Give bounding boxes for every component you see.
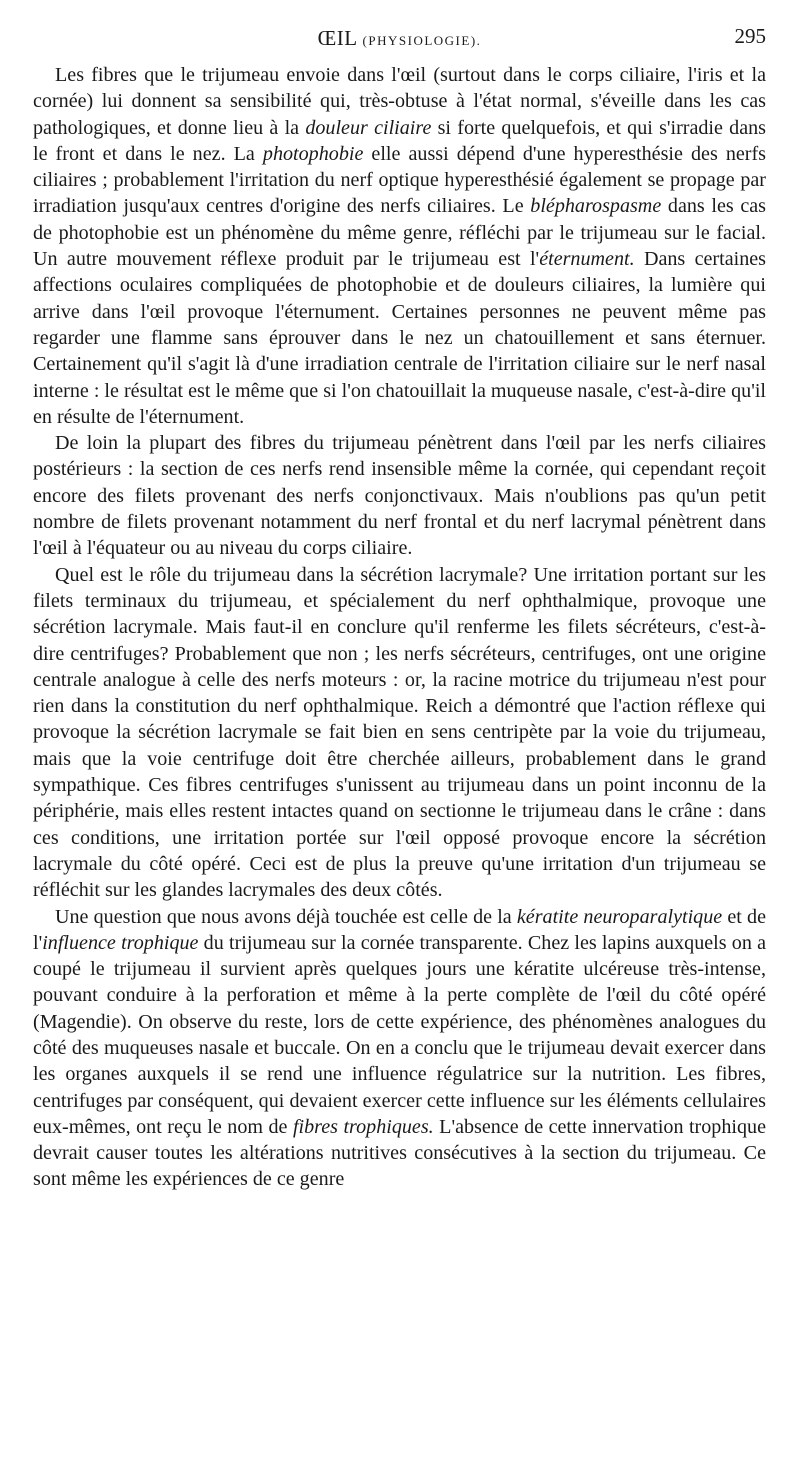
text-run: Les fibres que le trijumeau envoie dans l'œil (surtout dans le corps ciliaire, l'iris et la cornée) lui donnent sa sensibilité qui, très-obtuse à l'état normal, s'éveille dans les cas pathologiques, et donne lieu à la: [33, 64, 766, 139]
text-run: Une question que nous avons déjà touchée est celle de la: [55, 905, 517, 928]
running-title-sub: (PHYSIOLOGIE).: [362, 33, 482, 48]
running-title-main: ŒIL: [317, 26, 357, 50]
italic-term: fibres trophiques.: [292, 1115, 434, 1138]
page-number: 295: [734, 24, 766, 48]
text-run: si forte quelquefois, et qui s'irradie dans le front et dans le nez. La: [33, 116, 767, 165]
paragraph-3: [33, 562, 766, 904]
text-run: Quel est le rôle du trijumeau dans la sécrétion lacrymale? Une irritation portant sur les filets terminaux du trijumeau, et spécialement du nerf ophthalmique, provoque une sécrétion lacrymale. Mais faut-il en conclure qu'il renferme les filets sécréteurs, c'est-à-dire centrifuges? Probablement que non ; les nerfs sécréteurs, centrifuges, ont une origine centrale analogue à celle des nerfs moteurs : or, la racine motrice du trijumeau n'est pour rien dans la constitution du nerf ophthalmique. Reich a démontré que l'action réflexe qui provoque la sécrétion lacrymale se fait bien en sens centripète par la voie du trijumeau, mais que la voie centrifuge doit être cherchée ailleurs, probablement dans le grand sympathique. Ces fibres centrifuges s'unissent au trijumeau dans un point inconnu de la périphérie, mais elles restent intactes quand on sectionne le trijumeau dans le crâne : dans ces conditions, une irritation portée sur l'œil opposé provoque encore la sécrétion lacrymale du côté opéré. Ceci est de plus la preuve qu'une irritation d'un trijumeau se réfléchit sur les glandes lacrymales des deux côtés.: [33, 563, 766, 902]
text-run: Dans certaines affections oculaires compliquées de photophobie et de douleurs ciliaires, la lumière qui arrive dans l'œil provoque l'éternument. Certaines personnes ne peuvent même pas regarder une flamme sans éprouver dans le nez un chatouillement et sans éternuer. Certainement qu'il s'agit là d'une irradiation centrale de l'irritation ciliaire sur le nerf nasal interne : le résultat est le même que si l'on chatouillait la muqueuse nasale, c'est-à-dire qu'il en résulte de l'éternument.: [33, 248, 766, 428]
paragraph-2: [33, 430, 766, 561]
italic-term: douleur ciliaire: [305, 116, 432, 139]
paragraph-4: [33, 904, 766, 1193]
text-run: L'absence de cette innervation trophique devrait causer toutes les altérations nutritives consécutives à la section du trijumeau. Ce sont même les expériences de ce genre: [33, 1115, 766, 1191]
text-run: elle aussi dépend d'une hyperesthésie des nerfs ciliaires ; probablement l'irritation du nerf optique hyperesthésié également se propage par irradiation jusqu'aux centres d'origine des nerfs ciliaires. Le: [33, 142, 766, 218]
book-page: [33, 22, 766, 1193]
text-run: De loin la plupart des fibres du trijumeau pénètrent dans l'œil par les nerfs ciliaires postérieurs : la section de ces nerfs rend insensible même la cornée, qui cependant reçoit encore des filets provenant des nerfs conjonctivaux. Mais n'oublions pas qu'un petit nombre de filets provenant notamment du nerf frontal et du nerf lacrymal pénètrent dans l'œil à l'équateur ou au niveau du corps ciliaire.: [33, 432, 766, 560]
text-run: dans les cas de photophobie est un phénomène du même genre, réfléchi par le trijumeau sur le facial. Un autre mouvement réflexe produit par le trijumeau est l': [33, 195, 766, 271]
running-head: [33, 22, 766, 52]
body-text: [33, 62, 766, 1193]
text-run: du trijumeau sur la cornée transparente. Chez les lapins auxquels on a coupé le trijumeau il survient après quelques jours une kératite ulcéreuse très-intense, pouvant conduire à la perforation et même à la perte complète de l'œil du côté opéré (Magendie). On observe du reste, lors de cette expérience, des phénomènes analogues du côté des muqueuses nasale et buccale. On en a conclu que le trijumeau devait exercer dans les organes auxquels il se rend une influence régulatrice sur la nutrition. Les fibres, centrifuges par conséquent, qui devaient exercer cette influence sur les éléments cellulaires eux-mêmes, ont reçu le nom de: [33, 931, 767, 1138]
italic-term: photophobie: [262, 142, 364, 165]
italic-term: blépharospasme: [530, 195, 662, 218]
italic-term: influence trophique: [42, 931, 199, 954]
paragraph-1: [33, 62, 766, 430]
text-run: et de l': [33, 905, 766, 954]
italic-term: éternument.: [539, 248, 635, 271]
italic-term: kératite neuroparalytique: [516, 905, 723, 928]
running-title: [33, 26, 766, 51]
